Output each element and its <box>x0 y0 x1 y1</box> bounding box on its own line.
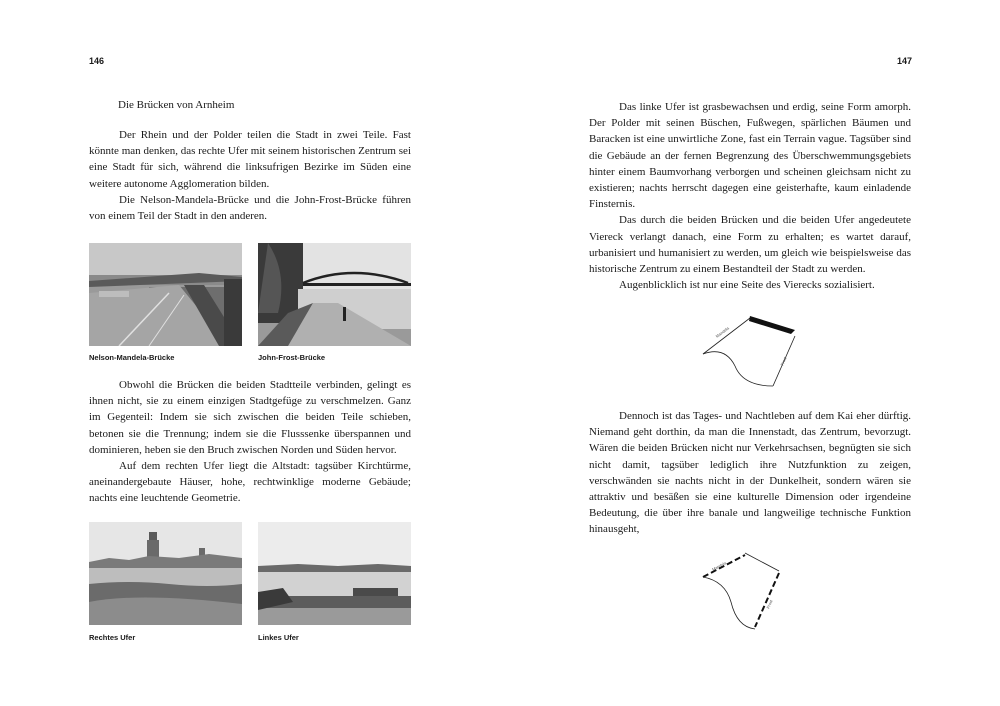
quadrilateral-diagram-1 <box>695 306 810 394</box>
paragraph: Das linke Ufer ist grasbewachsen und erdig, seine Form amorph. Der Polder mit seinen Büschen, Fußwegen, spärlichen Bäumen und Baracken ist eine unwirtliche Zone, fast ein Terrain vague. Tagsüber sind die Gebäude an der fernen Begrenzung des Überschwemmungsgebiets hinter einem Baumvorhang verborgen und scheinen gleichsam nicht zu existieren; nachts herrscht dagegen eine geisterhafte, kaum einladende Finsternis. <box>589 101 911 211</box>
paragraph: Dennoch ist das Tages- und Nachtleben auf dem Kai eher dürftig. Niemand geht dorthin, da man die Innenstadt, das Zentrum, bevorzugt. Wären die beiden Brücken nicht nur Verkehrsachsen, begnügten sie sich nicht damit, tagsüber lediglich ihre Nutzfunktion zu zeigen, verschwänden sie nachts nicht in der Dunkelheit, sondern wären sie attraktiv und besäßen sie eine kulturelle Dimension oder irgendeine Bedeutung, die über ihre banale und langweilige technische Funktion hinausgeht, <box>589 410 911 536</box>
paragraph: Das durch die beiden Brücken und die beiden Ufer angedeutete Viereck verlangt danach, eine Form zu erhalten; es wartet darauf, urbanisiert und humanisiert zu werden, um gleich wie beispielsweise das historische Zentrum zu einem Bestandteil der Stadt zu werden. <box>589 214 911 276</box>
arch-bridge-photo-icon <box>258 243 411 346</box>
caption-left-bank: Linkes Ufer <box>258 633 299 642</box>
page-number-right: 147 <box>897 56 913 66</box>
caption-right-bank: Rechtes Ufer <box>89 633 136 642</box>
intro-text <box>89 127 411 224</box>
diagram-label-frost: Frost <box>765 599 774 610</box>
paragraph: Obwohl die Brücken die beiden Stadtteile verbinden, gelingt es ihnen nicht, sie zu einem einzigen Stadtgefüge zu verschmelzen. Ganz im Gegenteil: Indem sie sich zwischen die beiden Teile schieben, betonen sie die Trennung; indem sie die Flusssenke überspannen und dominieren, heben sie den Bruch zwischen Norden und Süden hervor. <box>89 379 411 456</box>
paragraph: Auf dem rechten Ufer liegt die Altstadt: tagsüber Kirchtürme, aneinandergebaute Häuser, hohe, rechtwinklige moderne Gebäude; nachts eine leuchtende Geometrie. <box>89 460 411 505</box>
diagram-label-mandela: Mandela <box>711 560 728 572</box>
caption-nelson-mandela: Nelson-Mandela-Brücke <box>89 353 175 362</box>
photo-right-bank <box>89 522 242 625</box>
bridge-road-photo-icon <box>89 243 242 346</box>
old-town-skyline-photo-icon <box>89 522 242 625</box>
bridge-sketch-icon <box>695 306 810 394</box>
river-bank-photo-icon <box>258 522 411 625</box>
photo-nelson-mandela-bridge <box>89 243 242 346</box>
diagram-label-mandela: Mandela <box>714 325 730 339</box>
diagram-label-frost: Frost <box>779 356 788 367</box>
right-top-text <box>589 99 911 293</box>
quadrilateral-diagram-2 <box>695 547 810 639</box>
photo-john-frost-bridge <box>258 243 411 346</box>
page-number-left: 146 <box>89 56 105 66</box>
photo-left-bank <box>258 522 411 625</box>
caption-john-frost: John-Frost-Brücke <box>258 353 326 362</box>
paragraph: Augenblicklich ist nur eine Seite des Vierecks sozialisiert. <box>619 279 875 292</box>
paragraph: Die Nelson-Mandela-Brücke und die John-Frost-Brücke führen von einem Teil der Stadt in den anderen. <box>89 193 411 223</box>
middle-text <box>89 377 411 507</box>
paragraph: Der Rhein und der Polder teilen die Stadt in zwei Teile. Fast könnte man denken, das rechte Ufer mit seinem historischen Zentrum sei eine Stadt für sich, während die linksufrigen Bezirke im Süden eine weitere autonome Agglomeration bilden. <box>89 129 411 190</box>
chapter-heading: Die Brücken von Arnheim <box>118 99 235 111</box>
right-bottom-text <box>589 408 911 538</box>
bridge-sketch-dashed-icon <box>695 547 810 639</box>
